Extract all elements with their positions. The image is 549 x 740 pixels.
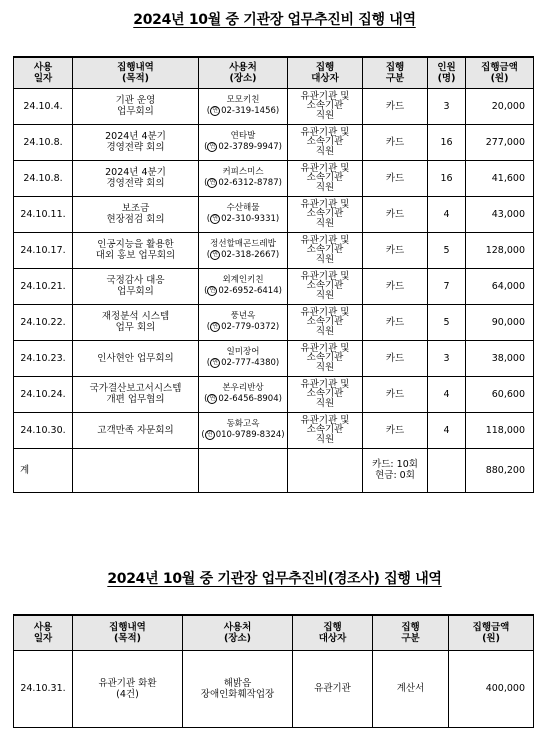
target-cell: 유관기관 및 소속기관 직원 [288,160,363,196]
place-cell: 연타발 ( 연 02-3789-9947) [199,124,288,160]
target-cell: 유관기관 및 소속기관 직원 [288,88,363,124]
phone-number: 02-3789-9947) [218,141,282,152]
target-cell: 유관기관 [293,650,373,727]
expense-table-1 [13,56,534,493]
amount-cell: 118,000 [466,412,534,448]
column-header: 사용처 (장소) [183,615,293,650]
date-cell: 24.10.17. [14,232,73,268]
type-cell: 카드 [363,304,428,340]
amount-cell: 90,000 [466,304,534,340]
amount-cell: 277,000 [466,124,534,160]
people-cell: 16 [428,160,466,196]
table-row [14,232,534,268]
target-cell: 유관기관 및 소속기관 직원 [288,232,363,268]
target-cell: 유관기관 및 소속기관 직원 [288,124,363,160]
phone-number: 02-6952-6414) [218,285,282,296]
amount-cell: 128,000 [466,232,534,268]
date-cell: 24.10.11. [14,196,73,232]
page-title-2: 2024년 10월 중 기관장 업무추진비(경조사) 집행 내역 [107,571,442,587]
place-cell: 커피스미스 ( 연 02-6312-8787) [199,160,288,196]
place-name: 풍년옥 [230,311,256,321]
target-cell: 유관기관 및 소속기관 직원 [288,340,363,376]
target-cell: 유관기관 및 소속기관 직원 [288,304,363,340]
date-cell: 24.10.21. [14,268,73,304]
phone-icon: 연 [210,250,220,260]
type-cell: 카드 [363,232,428,268]
type-cell: 카드 [363,88,428,124]
target-cell: 유관기관 및 소속기관 직원 [288,268,363,304]
phone-number: 02-6456-8904) [218,393,282,404]
target-cell: 유관기관 및 소속기관 직원 [288,196,363,232]
purpose-cell: 기관 운영 업무회의 [73,88,199,124]
type-cell: 카드 [363,268,428,304]
place-cell: 모모키친 ( 연 02-319-1456) [199,88,288,124]
place-cell: 정선할매곤드레밥 ( 연 02-318-2667) [199,232,288,268]
purpose-cell: 국가결산보고서시스템 개편 업무협의 [73,376,199,412]
phone-icon: 연 [207,178,217,188]
purpose-cell: 2024년 4분기 경영전략 회의 [73,124,199,160]
column-header: 집행 대상자 [288,57,363,88]
people-cell: 4 [428,196,466,232]
empty-cell [288,448,363,492]
amount-cell: 41,600 [466,160,534,196]
phone-number: 010-9789-8324) [215,429,285,440]
people-cell: 4 [428,412,466,448]
column-header: 집행 구분 [373,615,449,650]
people-cell: 3 [428,340,466,376]
target-cell: 유관기관 및 소속기관 직원 [288,412,363,448]
phone-icon: 연 [210,322,220,332]
purpose-cell: 고객만족 자문회의 [73,412,199,448]
people-cell: 5 [428,232,466,268]
total-label: 계 [14,448,73,492]
purpose-cell: 인공지능을 활용한 대외 홍보 업무회의 [73,232,199,268]
type-cell: 카드 [363,160,428,196]
expense-table-2 [13,614,534,728]
purpose-cell: 인사현안 업무회의 [73,340,199,376]
table-row [14,412,534,448]
column-header: 사용처 (장소) [199,57,288,88]
phone-number: 02-6312-8787) [218,177,282,188]
date-cell: 24.10.8. [14,124,73,160]
place-name: 일미장어 [226,347,260,357]
place-cell: 일미장어 ( 연 02-777-4380) [199,340,288,376]
people-cell: 7 [428,268,466,304]
place-name: 정선할매곤드레밥 [210,239,276,249]
date-cell: 24.10.22. [14,304,73,340]
phone-icon: 연 [210,106,220,116]
table-row [14,88,534,124]
people-cell: 4 [428,376,466,412]
date-cell: 24.10.8. [14,160,73,196]
amount-cell: 400,000 [449,650,534,727]
table-row [14,304,534,340]
total-row [14,448,534,492]
purpose-cell: 보조금 현장점검 회의 [73,196,199,232]
table-row [14,124,534,160]
place-cell: 풍년옥 ( 연 02-779-0372) [199,304,288,340]
place-cell: 수산해물 ( 연 02-310-9331) [199,196,288,232]
date-cell: 24.10.4. [14,88,73,124]
type-cell: 카드 [363,376,428,412]
purpose-cell: 유관기관 화환 (4건) [73,650,183,727]
date-cell: 24.10.31. [14,650,73,727]
type-cell: 카드 [363,340,428,376]
place-name: 본우리반상 [222,383,264,393]
place-cell: 외계인키친 ( 연 02-6952-6414) [199,268,288,304]
table-row [14,268,534,304]
phone-number: 02-318-2667) [221,249,280,260]
amount-cell: 20,000 [466,88,534,124]
total-type-cell: 카드: 10회 현금: 0회 [363,448,428,492]
table-row [14,340,534,376]
phone-number: 02-319-1456) [221,105,280,116]
place-name: 모모키친 [226,95,260,105]
amount-cell: 64,000 [466,268,534,304]
people-cell: 3 [428,88,466,124]
phone-icon: 연 [207,142,217,152]
table-header-row [14,57,534,88]
purpose-cell: 국정감사 대응 업무회의 [73,268,199,304]
page-title-1: 2024년 10월 중 기관장 업무추진비 집행 내역 [133,12,416,28]
date-cell: 24.10.23. [14,340,73,376]
table-header-row [14,615,534,650]
column-header: 집행 구분 [363,57,428,88]
phone-icon: 연 [205,430,215,440]
amount-cell: 38,000 [466,340,534,376]
table-row [14,160,534,196]
amount-cell: 43,000 [466,196,534,232]
purpose-cell: 2024년 4분기 경영전략 회의 [73,160,199,196]
column-header: 집행 대상자 [293,615,373,650]
place-name: 연타발 [230,131,256,141]
target-cell: 유관기관 및 소속기관 직원 [288,376,363,412]
type-cell: 카드 [363,196,428,232]
column-header: 집행금액 (원) [449,615,534,650]
column-header: 인원 (명) [428,57,466,88]
column-header: 집행내역 (목적) [73,615,183,650]
amount-cell: 60,600 [466,376,534,412]
phone-icon: 연 [207,394,217,404]
type-cell: 카드 [363,412,428,448]
column-header: 집행금액 (원) [466,57,534,88]
people-cell: 5 [428,304,466,340]
phone-icon: 연 [210,358,220,368]
place-name: 외계인키친 [222,275,264,285]
place-name: 커피스미스 [222,167,264,177]
table-row [14,376,534,412]
column-header: 사용 일자 [14,615,73,650]
type-cell: 계산서 [373,650,449,727]
date-cell: 24.10.24. [14,376,73,412]
place-name: 수산해물 [226,203,260,213]
phone-number: 02-777-4380) [221,357,280,368]
purpose-cell: 재정분석 시스템 업무 회의 [73,304,199,340]
phone-number: 02-310-9331) [221,213,280,224]
phone-number: 02-779-0372) [221,321,280,332]
empty-cell [73,448,199,492]
phone-icon: 연 [207,286,217,296]
column-header: 집행내역 (목적) [73,57,199,88]
place-cell: 해밝음 장애인화훼작업장 [183,650,293,727]
date-cell: 24.10.30. [14,412,73,448]
empty-cell [428,448,466,492]
place-cell: 동화고옥 ( 연 010-9789-8324) [199,412,288,448]
empty-cell [199,448,288,492]
phone-icon: 연 [210,214,220,224]
column-header: 사용 일자 [14,57,73,88]
place-cell: 본우리반상 ( 연 02-6456-8904) [199,376,288,412]
table-row [14,196,534,232]
table-row [14,650,534,727]
place-name: 동화고옥 [226,419,260,429]
type-cell: 카드 [363,124,428,160]
people-cell: 16 [428,124,466,160]
total-amount-cell: 880,200 [466,448,534,492]
